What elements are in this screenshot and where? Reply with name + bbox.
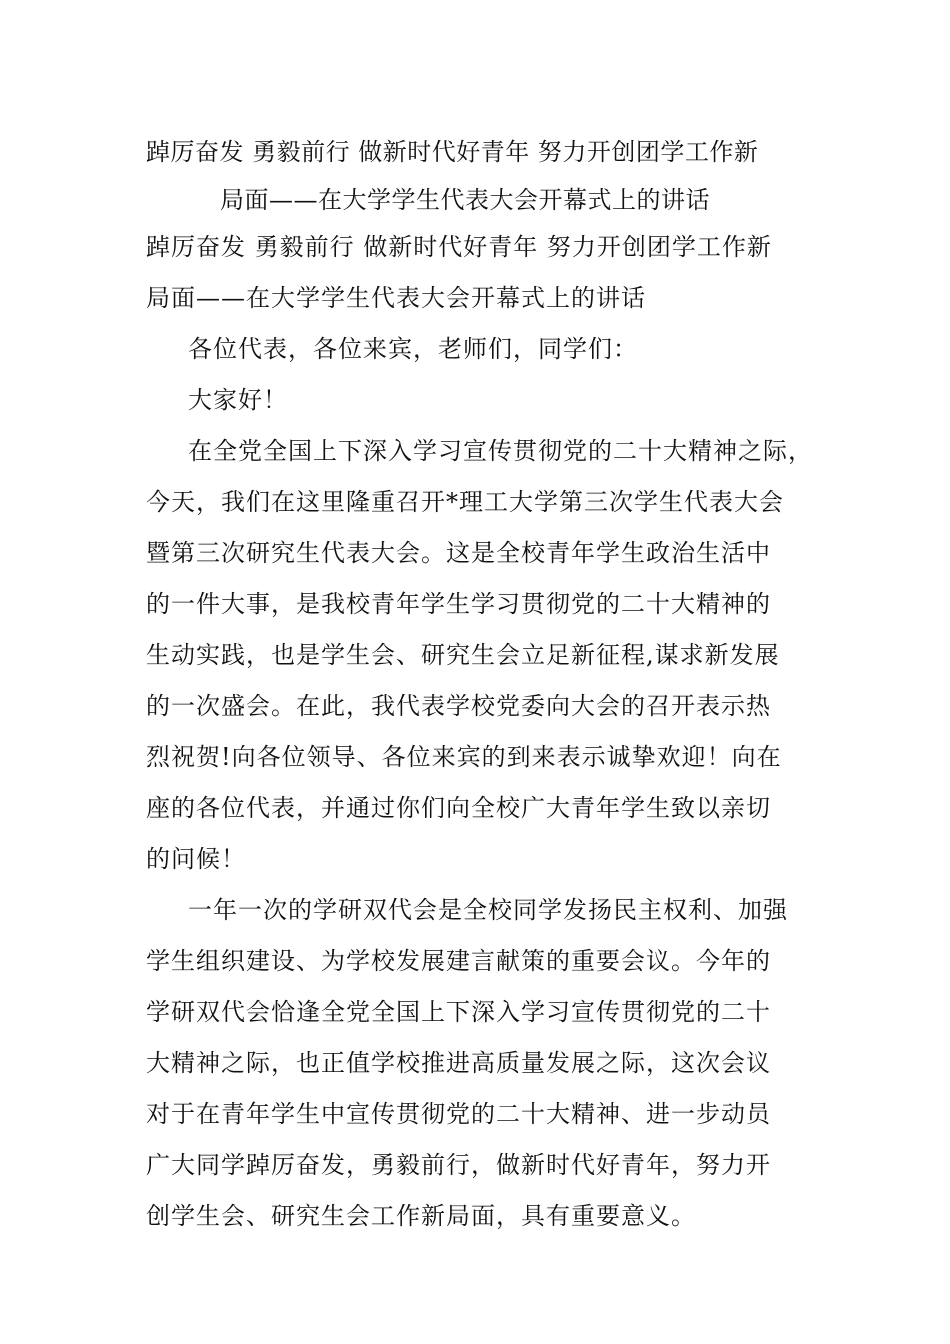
body-line: 的问候！ [146, 845, 246, 873]
title-line-2: 局面——在大学学生代表大会开幕式上的讲话 [220, 186, 710, 214]
document-title [146, 128, 816, 224]
body-line: 踔厉奋发 勇毅前行 做新时代好青年 努力开创团学工作新 [146, 233, 772, 261]
document-body [146, 222, 826, 1242]
body-line: 对于在青年学生中宣传贯彻党的二十大精神、进一步动员 [146, 1100, 771, 1128]
body-line: 烈祝贺!向各位领导、各位来宾的到来表示诚挚欢迎！向在 [146, 743, 782, 771]
body-line: 大家好！ [188, 386, 288, 414]
body-line: 在全党全国上下深入学习宣传贯彻党的二十大精神之际， [188, 437, 813, 465]
body-line: 大精神之际，也正值学校推进高质量发展之际，这次会议 [146, 1049, 771, 1077]
body-line: 座的各位代表，并通过你们向全校广大青年学生致以亲切 [146, 794, 771, 822]
body-line: 今天，我们在这里隆重召开*理工大学第三次学生代表大会 [146, 488, 784, 516]
body-line: 生动实践，也是学生会、研究生会立足新征程,谋求新发展 [146, 641, 780, 669]
body-line: 局面——在大学学生代表大会开幕式上的讲话 [146, 284, 646, 312]
body-line: 暨第三次研究生代表大会。这是全校青年学生政治生活中 [146, 539, 771, 567]
body-line: 学研双代会恰逢全党全国上下深入学习宣传贯彻党的二十 [146, 998, 771, 1026]
body-line: 各位代表，各位来宾，老师们，同学们： [188, 335, 638, 363]
body-line: 的一件大事，是我校青年学生学习贯彻党的二十大精神的 [146, 590, 771, 618]
body-line: 创学生会、研究生会工作新局面，具有重要意义。 [146, 1202, 696, 1230]
body-line: 广大同学踔厉奋发，勇毅前行，做新时代好青年，努力开 [146, 1151, 771, 1179]
body-line: 一年一次的学研双代会是全校同学发扬民主权利、加强 [188, 896, 788, 924]
body-line: 学生组织建设、为学校发展建言献策的重要会议。今年的 [146, 947, 771, 975]
title-line-1: 踔厉奋发 勇毅前行 做新时代好青年 努力开创团学工作新 [146, 138, 759, 166]
body-line: 的一次盛会。在此，我代表学校党委向大会的召开表示热 [146, 692, 771, 720]
